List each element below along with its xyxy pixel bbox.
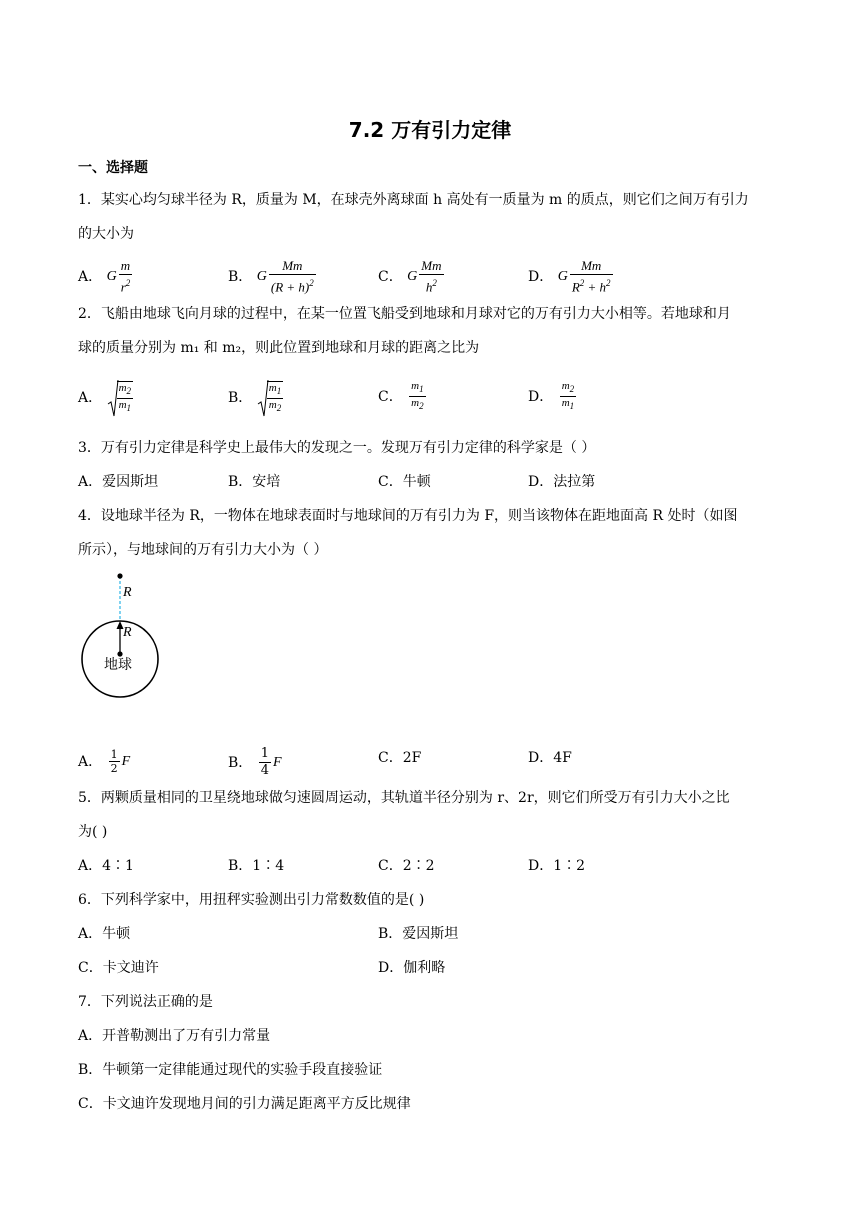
q2-option-a[interactable]: A． $\frac{m_2}{m_1}$ bbox=[78, 378, 135, 418]
q2-option-c[interactable]: C． $\frac{m_1}{m_2}$ bbox=[378, 380, 424, 412]
q3-option-c[interactable]: C．牛顿 bbox=[378, 474, 431, 490]
option-label: D． bbox=[528, 268, 554, 285]
q6-option-b[interactable]: B．爱因斯坦 bbox=[378, 926, 459, 942]
q6-option-a[interactable]: A．牛顿 bbox=[78, 926, 131, 942]
q3-option-b[interactable]: B．安培 bbox=[228, 474, 281, 490]
q7-option-c[interactable]: C．卡文迪许发现地月间的引力满足距离平方反比规律 bbox=[78, 1096, 411, 1112]
q1-option-d[interactable]: D． G $\frac{Mm}{R^2 + h^2}$ bbox=[528, 258, 611, 295]
q1-option-a[interactable]: A． G $\frac{m}{r^2}$ bbox=[78, 258, 131, 295]
option-label: A． bbox=[78, 268, 103, 285]
option-label: B． bbox=[228, 754, 253, 771]
q5-stem-line1: 5．两颗质量相同的卫星绕地球做匀速圆周运动，其轨道半径分别为 r、2r，则它们所受万有引力大小之比 bbox=[78, 790, 730, 806]
figure-label-radius: R bbox=[123, 625, 132, 640]
option-label: A． bbox=[78, 390, 103, 406]
option-label: B． bbox=[228, 268, 253, 285]
earth-figure bbox=[76, 568, 176, 698]
figure-label-height: R bbox=[123, 585, 132, 600]
option-label: D． bbox=[528, 388, 554, 405]
q4-option-c[interactable]: C．2F bbox=[378, 750, 422, 766]
q7-option-b[interactable]: B．牛顿第一定律能通过现代的实验手段直接验证 bbox=[78, 1062, 383, 1078]
q7-stem: 7．下列说法正确的是 bbox=[78, 994, 213, 1010]
option-label: C． bbox=[378, 268, 403, 285]
option-label: A． bbox=[78, 753, 103, 770]
q2-option-b[interactable]: B． $\frac{m_1}{m_2}$ bbox=[228, 378, 285, 418]
q4-stem-line1: 4．设地球半径为 R，一物体在地球表面时与地球间的万有引力为 F，则当该物体在距地面高 R 处时（如图 bbox=[78, 508, 738, 524]
q4-option-d[interactable]: D．4F bbox=[528, 750, 572, 766]
q5-option-c[interactable]: C．2∶2 bbox=[378, 858, 435, 874]
q6-option-c[interactable]: C．卡文迪许 bbox=[78, 960, 159, 976]
q5-stem-line2: 为( ) bbox=[78, 824, 108, 840]
q4-option-b[interactable]: B． $\frac{1}{4}$ F bbox=[228, 746, 282, 778]
option-label: C． bbox=[378, 388, 403, 405]
q4-stem-line2: 所示），与地球间的万有引力大小为（ ） bbox=[78, 542, 328, 558]
q4-option-a[interactable]: A． $\frac{1}{2}$ F bbox=[78, 748, 131, 775]
q2-stem-line1: 2．飞船由地球飞向月球的过程中，在某一位置飞船受到地球和月球对它的万有引力大小相等。若地球和月 bbox=[78, 306, 731, 322]
q1-stem-line1: 1．某实心均匀球半径为 R，质量为 M，在球壳外离球面 h 高处有一质量为 m 的质点，则它们之间万有引力 bbox=[78, 192, 749, 208]
figure-label-earth: 地球 bbox=[104, 657, 132, 673]
q3-stem: 3．万有引力定律是科学史上最伟大的发现之一。发现万有引力定律的科学家是（ ） bbox=[78, 440, 596, 456]
q1-option-c[interactable]: C． G $\frac{Mm}{h^2}$ bbox=[378, 258, 442, 295]
option-label: B． bbox=[228, 390, 253, 406]
q2-stem-line2: 球的质量分别为 m₁ 和 m₂，则此位置到地球和月球的距离之比为 bbox=[78, 340, 480, 356]
q1-stem-line2: 的大小为 bbox=[78, 226, 134, 242]
q3-option-a[interactable]: A．爱因斯坦 bbox=[78, 474, 159, 490]
q5-option-d[interactable]: D．1∶2 bbox=[528, 858, 586, 874]
page-title: 7.2 万有引力定律 bbox=[348, 118, 512, 142]
q6-stem: 6．下列科学家中，用扭秤实验测出引力常数数值的是( ) bbox=[78, 892, 425, 908]
q2-option-d[interactable]: D． $\frac{m_2}{m_1}$ bbox=[528, 380, 575, 412]
q3-option-d[interactable]: D．法拉第 bbox=[528, 474, 596, 490]
q7-option-a[interactable]: A．开普勒测出了万有引力常量 bbox=[78, 1028, 271, 1044]
q5-option-a[interactable]: A．4∶1 bbox=[78, 858, 134, 874]
q6-option-d[interactable]: D．伽利略 bbox=[378, 960, 446, 976]
q5-option-b[interactable]: B．1∶4 bbox=[228, 858, 285, 874]
q1-option-b[interactable]: B． G $\frac{Mm}{(R + h)^2}$ bbox=[228, 258, 314, 295]
section-heading: 一、选择题 bbox=[78, 160, 148, 176]
